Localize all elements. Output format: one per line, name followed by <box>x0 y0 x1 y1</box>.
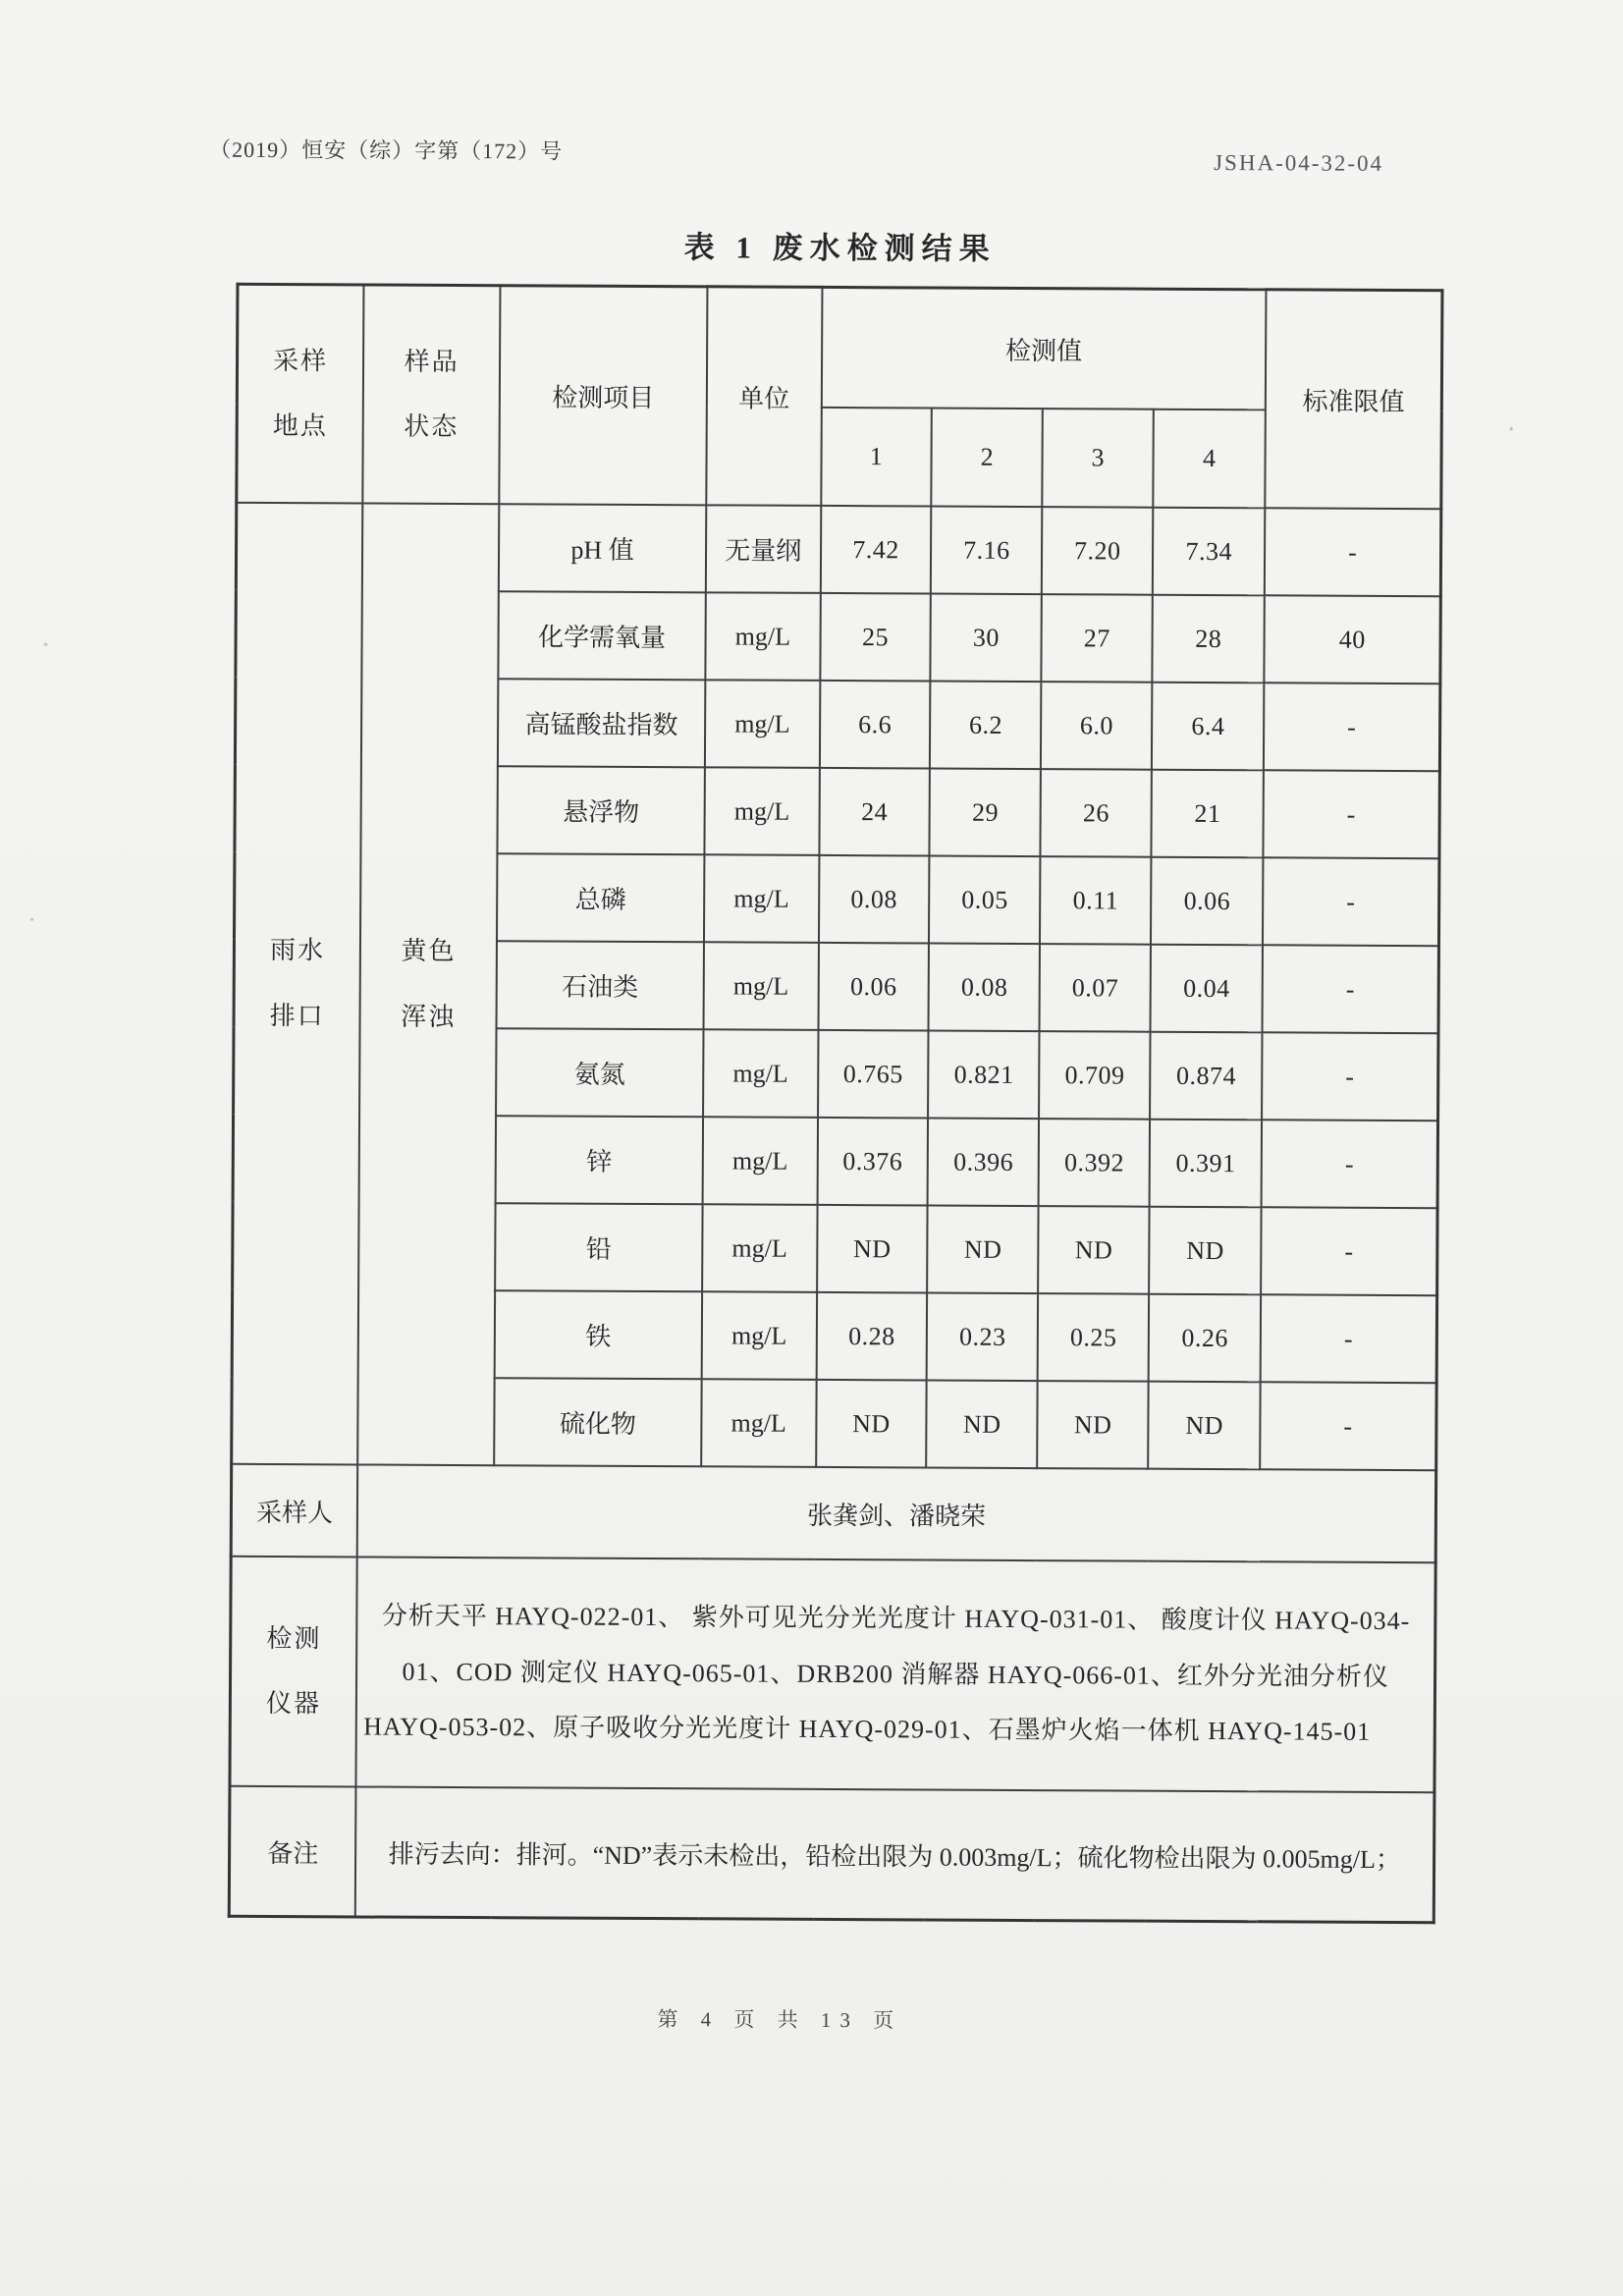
row-value-2: ND <box>927 1381 1038 1469</box>
remarks-value: 排污去向：排河。“ND”表示未检出，铅检出限为 0.003mg/L；硫化物检出限为 0.005mg/L； <box>355 1786 1434 1922</box>
instruments-row <box>230 1557 1435 1792</box>
row-value-3: 0.709 <box>1039 1031 1150 1120</box>
row-item: 化学需氧量 <box>498 591 705 680</box>
row-value-1: 24 <box>819 768 930 856</box>
row-limit: - <box>1263 857 1439 946</box>
row-limit: 40 <box>1265 595 1441 683</box>
remarks-label: 备注 <box>229 1786 356 1917</box>
wastewater-results-table <box>228 283 1444 1924</box>
row-value-3: 26 <box>1041 769 1152 857</box>
scan-speck <box>1510 427 1513 431</box>
row-value-2: 0.08 <box>929 944 1040 1032</box>
instruments-label <box>230 1557 357 1787</box>
header-sampling-location-label: 采样地点 <box>272 346 329 441</box>
row-unit: mg/L <box>705 592 820 681</box>
remarks-row <box>229 1786 1434 1923</box>
row-value-3: 7.20 <box>1042 507 1153 595</box>
table-row-ph <box>236 503 1440 596</box>
sample-number-4: 4 <box>1153 410 1266 509</box>
header-sampling-location <box>237 284 364 503</box>
row-limit: - <box>1261 1294 1437 1383</box>
row-unit: mg/L <box>704 942 819 1030</box>
instruments-label-text: 检测仪器 <box>265 1623 322 1719</box>
row-value-2: 30 <box>931 594 1042 683</box>
row-value-3: 27 <box>1042 594 1153 683</box>
row-item: 石油类 <box>496 941 703 1029</box>
row-value-1: 0.28 <box>816 1292 927 1381</box>
row-limit: - <box>1261 1207 1437 1295</box>
sampler-label: 采样人 <box>231 1464 357 1558</box>
row-value-4: 7.34 <box>1153 508 1266 596</box>
row-value-2: 29 <box>930 769 1041 857</box>
row-value-4: 6.4 <box>1152 683 1265 771</box>
row-value-4: 0.391 <box>1150 1120 1263 1208</box>
row-item: 铅 <box>495 1203 702 1291</box>
sample-state-cell <box>358 503 500 1465</box>
row-limit: - <box>1265 508 1441 596</box>
row-item: pH 值 <box>499 504 706 592</box>
row-value-2: 0.23 <box>927 1293 1038 1382</box>
row-value-2: 0.05 <box>929 856 1040 945</box>
row-value-3: ND <box>1038 1206 1149 1294</box>
row-item: 悬浮物 <box>497 766 704 854</box>
row-unit: mg/L <box>704 767 819 855</box>
sample-number-2: 2 <box>932 409 1043 508</box>
row-value-4: 0.04 <box>1151 945 1264 1033</box>
table-header-row <box>237 284 1442 410</box>
row-value-3: 0.11 <box>1040 856 1151 945</box>
sampling-location-cell <box>232 503 363 1465</box>
header-test-item: 检测项目 <box>499 286 707 506</box>
row-value-1: 0.376 <box>817 1118 928 1206</box>
sample-number-1: 1 <box>821 408 932 507</box>
row-unit: mg/L <box>703 1117 818 1205</box>
document-code: JSHA-04-32-04 <box>1214 150 1384 176</box>
row-value-1: ND <box>816 1380 927 1468</box>
row-value-1: ND <box>817 1205 928 1293</box>
row-limit: - <box>1262 1120 1438 1208</box>
row-value-4: ND <box>1149 1207 1262 1295</box>
row-item: 锌 <box>496 1116 703 1204</box>
header-unit: 单位 <box>706 287 822 506</box>
row-value-2: 0.396 <box>928 1119 1039 1207</box>
row-value-3: 0.25 <box>1038 1293 1149 1382</box>
row-limit: - <box>1262 1032 1438 1121</box>
row-value-3: 6.0 <box>1041 682 1152 770</box>
row-value-1: 7.42 <box>820 506 931 594</box>
scan-speck <box>30 918 33 921</box>
row-value-4: 0.874 <box>1150 1032 1263 1121</box>
header-standard-limit: 标准限值 <box>1266 290 1442 509</box>
header-test-values: 检测值 <box>821 287 1266 410</box>
document-number: （2019）恒安（综）字第（172）号 <box>209 137 564 164</box>
row-value-4: ND <box>1148 1382 1261 1470</box>
header-sample-state <box>363 285 501 504</box>
sample-state-value: 黄色浑浊 <box>401 936 457 1031</box>
row-value-4: 21 <box>1152 770 1265 858</box>
row-item: 氨氮 <box>496 1028 703 1117</box>
row-limit: - <box>1260 1382 1436 1470</box>
row-value-3: 0.07 <box>1040 944 1151 1032</box>
row-value-2: 6.2 <box>930 682 1041 770</box>
row-value-1: 0.765 <box>818 1030 929 1119</box>
row-unit: mg/L <box>702 1204 817 1292</box>
row-unit: mg/L <box>704 854 819 943</box>
row-value-4: 0.26 <box>1149 1294 1262 1383</box>
row-value-1: 0.06 <box>818 943 929 1031</box>
row-unit: mg/L <box>702 1291 817 1380</box>
instruments-value: 分析天平 HAYQ-022-01、 紫外可见光分光光度计 HAYQ-031-01、 酸度计仪 HAYQ-034-01、COD 测定仪 HAYQ-065-01、DRB200 消解器 HAYQ-066-01、红外分光油分析仪 HAYQ-053-02、原子吸收分光光度计 HAYQ-029-01、石墨炉火焰一体机 HAYQ-145-01 <box>356 1557 1435 1792</box>
row-value-3: ND <box>1037 1381 1148 1469</box>
row-item: 高锰酸盐指数 <box>498 679 705 767</box>
row-unit: mg/L <box>701 1379 816 1467</box>
row-value-1: 6.6 <box>819 681 930 769</box>
row-value-3: 0.392 <box>1039 1119 1150 1207</box>
table-title: 表 1 废水检测结果 <box>683 230 997 266</box>
sampler-row <box>231 1464 1435 1562</box>
scan-speck <box>44 643 48 646</box>
sample-number-3: 3 <box>1043 409 1154 508</box>
row-value-1: 25 <box>820 593 931 682</box>
row-unit: mg/L <box>705 680 820 768</box>
row-limit: - <box>1263 945 1439 1033</box>
page-number: 第 4 页 共 13 页 <box>657 2007 903 2033</box>
row-value-2: 0.821 <box>928 1031 1039 1120</box>
sampler-value: 张龚剑、潘晓荣 <box>357 1464 1436 1562</box>
header-sample-state-label: 样品状态 <box>404 347 460 441</box>
row-value-2: 7.16 <box>931 507 1042 595</box>
row-item: 铁 <box>495 1290 702 1379</box>
row-limit: - <box>1264 770 1440 858</box>
row-unit: 无量纲 <box>706 505 821 593</box>
row-value-4: 0.06 <box>1151 857 1264 946</box>
row-item: 硫化物 <box>494 1378 701 1466</box>
row-value-2: ND <box>928 1206 1039 1294</box>
row-limit: - <box>1264 683 1440 771</box>
row-value-1: 0.08 <box>819 855 930 944</box>
row-unit: mg/L <box>703 1029 818 1118</box>
row-value-4: 28 <box>1153 595 1266 683</box>
row-item: 总磷 <box>497 853 704 942</box>
sampling-location-value: 雨水排口 <box>269 936 326 1030</box>
